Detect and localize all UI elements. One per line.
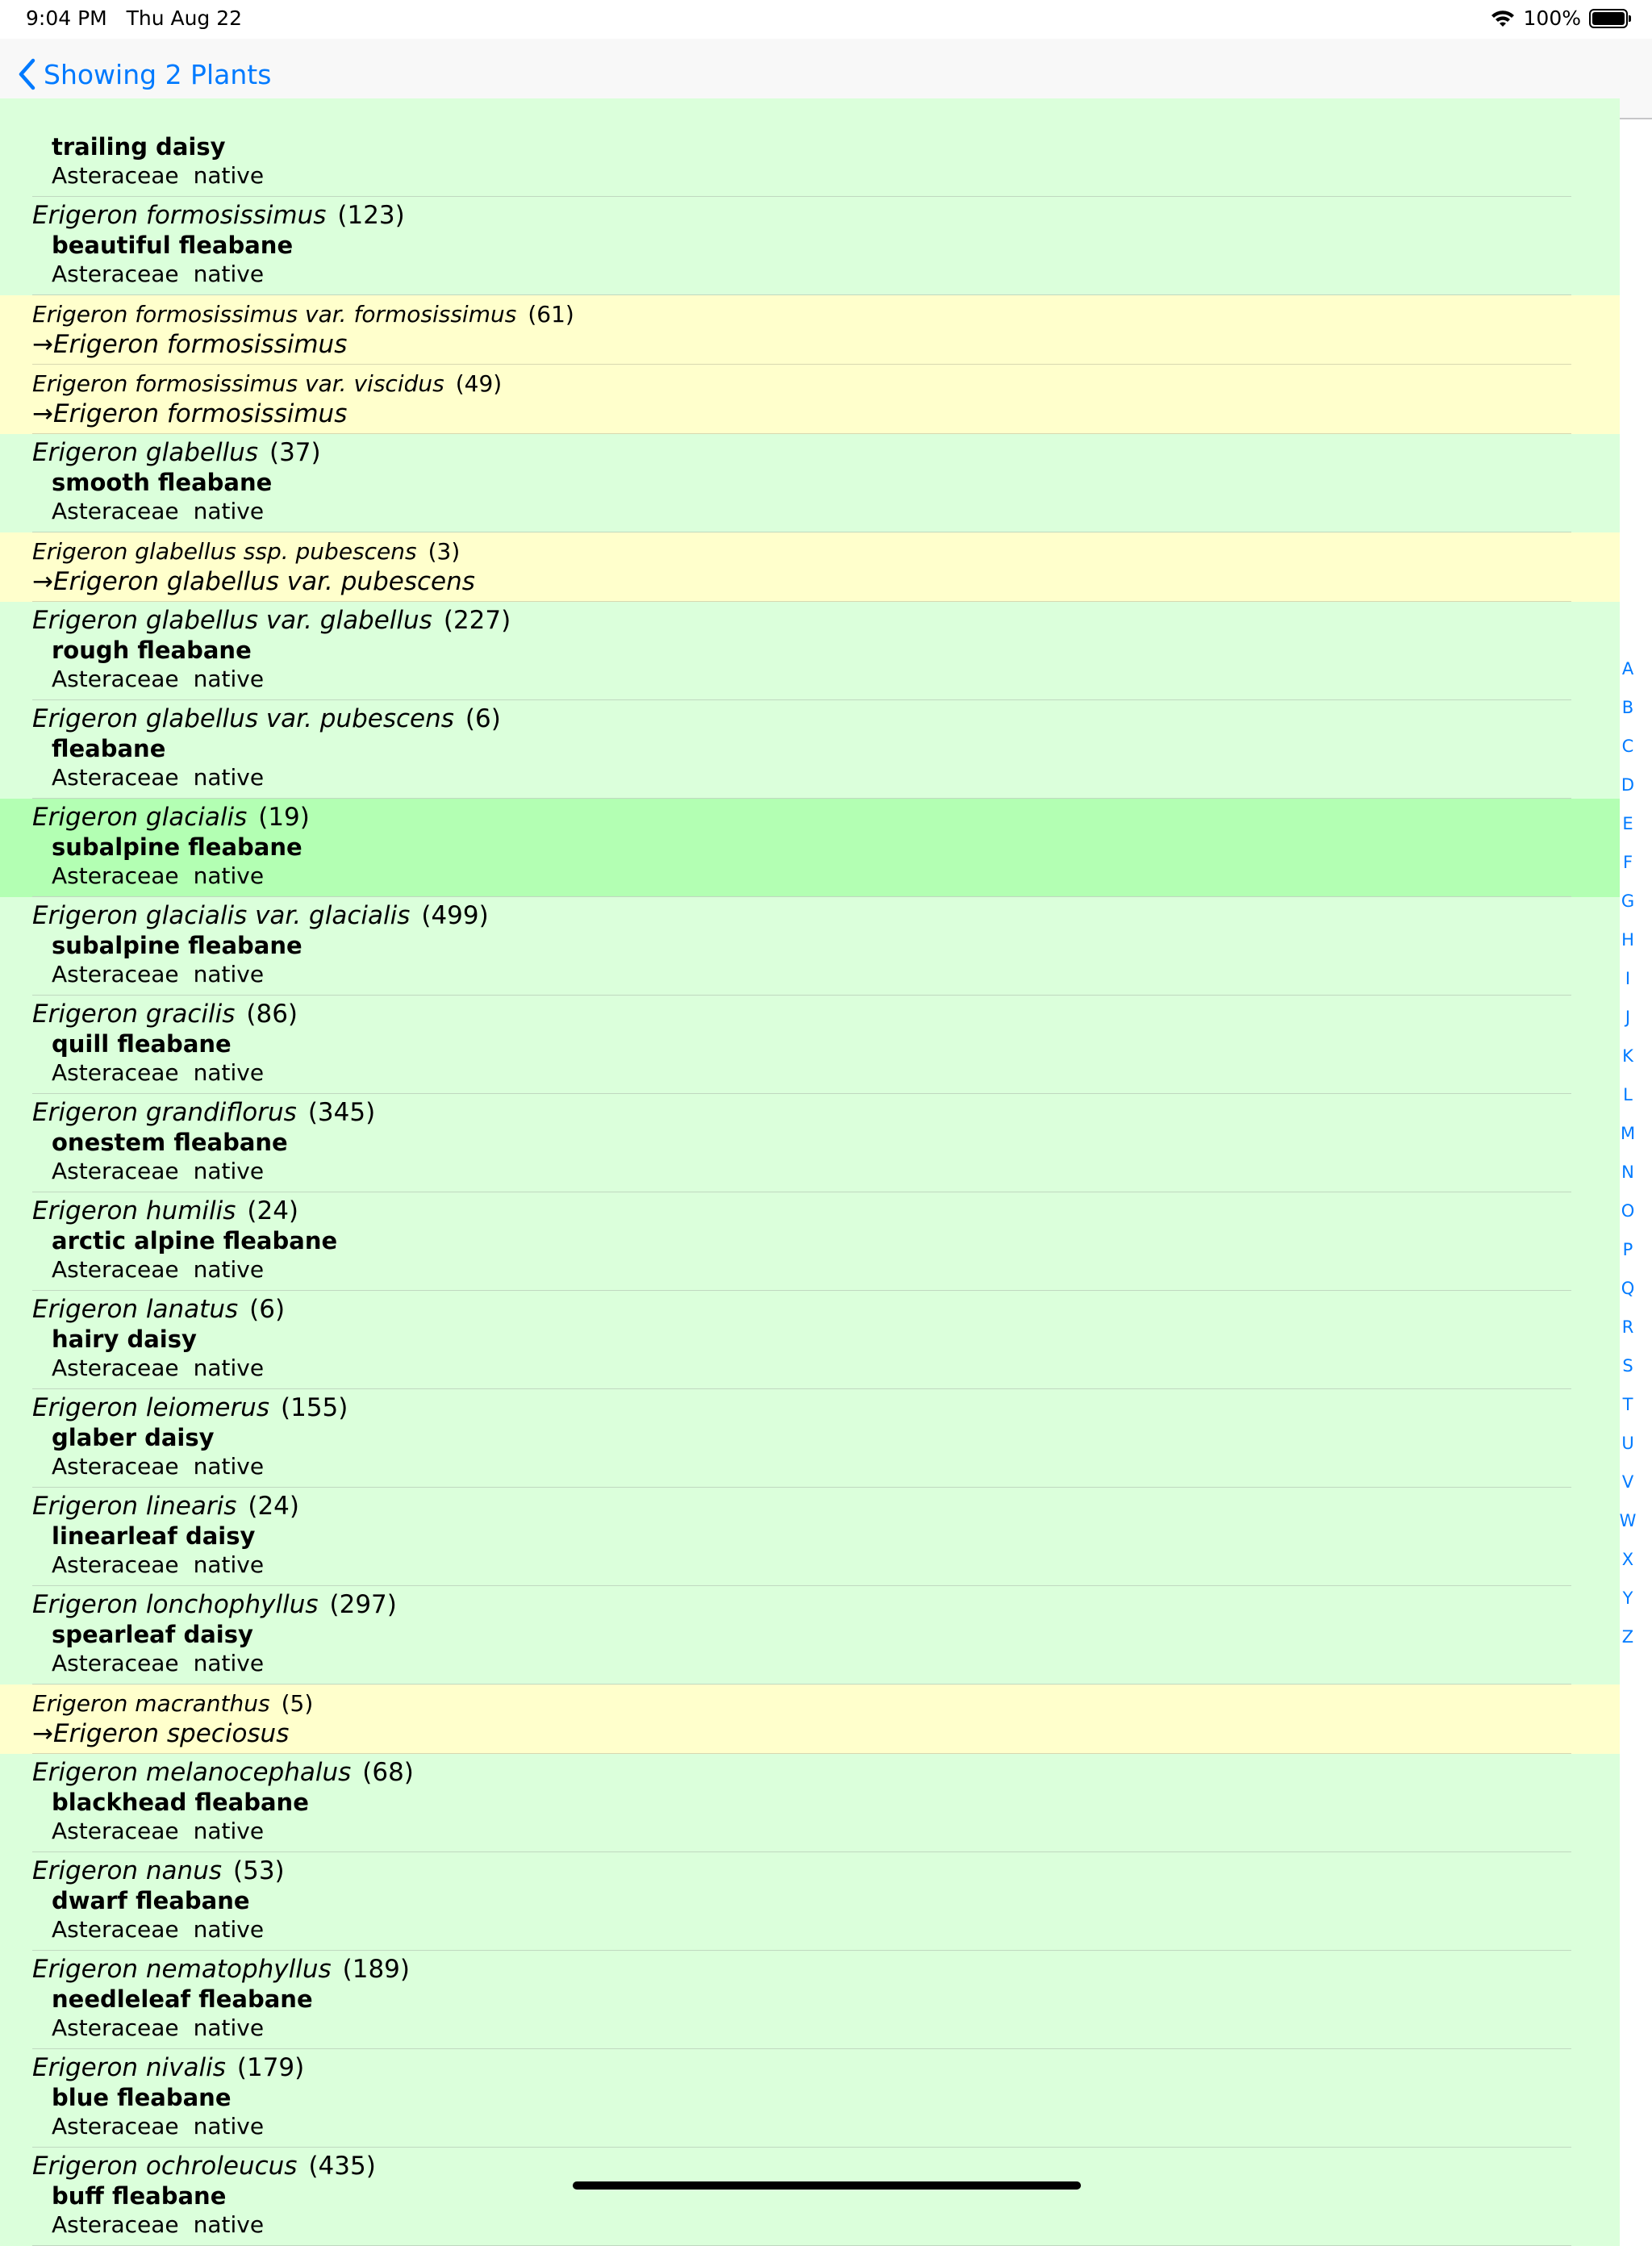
plant-row[interactable] <box>0 1488 1620 1586</box>
family-name: Asteraceae <box>52 1158 179 1184</box>
plant-meta <box>32 1817 1620 1846</box>
native-status: native <box>193 1551 265 1578</box>
native-status: native <box>193 1453 265 1480</box>
index-letter-h[interactable]: H <box>1621 930 1634 950</box>
plant-meta <box>32 1354 1620 1383</box>
scientific-name: Erigeron melanocephalus (68) <box>32 1758 414 1787</box>
plant-meta <box>32 763 1620 792</box>
native-status: native <box>193 2211 265 2238</box>
scientific-name: Erigeron leiomerus (155) <box>32 1393 348 1422</box>
plant-row[interactable] <box>0 996 1620 1094</box>
scientific-name: Erigeron gracilis (86) <box>32 1000 298 1029</box>
family-name: Asteraceae <box>52 1256 179 1283</box>
plant-row[interactable] <box>0 799 1620 897</box>
record-count: (19) <box>258 803 310 832</box>
record-count: (155) <box>281 1393 348 1422</box>
wifi-icon <box>1490 9 1516 28</box>
common-name: blackhead fleabane <box>52 1789 309 1816</box>
family-name: Asteraceae <box>52 1059 179 1086</box>
native-status: native <box>193 961 265 987</box>
family-name: Asteraceae <box>52 1551 179 1578</box>
scientific-name: Erigeron humilis (24) <box>32 1196 299 1225</box>
record-count: (123) <box>337 201 405 230</box>
plant-row[interactable] <box>0 602 1620 700</box>
native-status: native <box>193 1355 265 1381</box>
index-letter-v[interactable]: V <box>1621 1472 1634 1492</box>
native-status: native <box>193 1059 265 1086</box>
index-letter-o[interactable]: O <box>1621 1201 1635 1221</box>
plant-meta <box>32 497 1620 526</box>
scientific-name: Erigeron lanatus (6) <box>32 1295 286 1324</box>
family-name: Asteraceae <box>52 1453 179 1480</box>
native-status: native <box>193 1256 265 1283</box>
plant-meta <box>32 2112 1620 2141</box>
scientific-name: Erigeron formosissimus var. formosissimus (61) <box>32 301 574 328</box>
record-count: (297) <box>329 1590 397 1619</box>
status-time-text: 9:04 PM <box>26 6 107 30</box>
scientific-name: Erigeron glacialis var. glacialis (499) <box>32 901 489 930</box>
common-name: onestem fleabane <box>52 1129 288 1156</box>
record-count: (345) <box>307 1098 376 1127</box>
scientific-name: Erigeron glabellus (37) <box>32 438 321 467</box>
record-count: (53) <box>233 1856 285 1885</box>
plant-meta <box>32 665 1620 694</box>
record-count: (227) <box>443 606 511 635</box>
scientific-name: Erigeron glabellus ssp. pubescens (3) <box>32 538 461 565</box>
synonym-row[interactable] <box>0 365 1620 434</box>
index-letter-x[interactable]: X <box>1621 1550 1634 1569</box>
common-name: spearleaf daisy <box>52 1621 253 1648</box>
back-button[interactable] <box>18 58 271 90</box>
index-letter-j[interactable]: J <box>1625 1008 1631 1027</box>
plant-list[interactable] <box>0 121 1652 2238</box>
index-letter-t[interactable]: T <box>1622 1395 1633 1414</box>
native-status: native <box>193 2113 265 2140</box>
scientific-name <box>32 98 1620 132</box>
synonym-row[interactable] <box>0 532 1620 602</box>
index-letter-w[interactable]: W <box>1619 1511 1637 1530</box>
battery-icon <box>1589 9 1628 28</box>
family-name: Asteraceae <box>52 2113 179 2140</box>
record-count: (49) <box>455 370 503 397</box>
plant-row[interactable] <box>0 1094 1620 1192</box>
plant-row[interactable] <box>0 1291 1620 1389</box>
index-letter-b[interactable]: B <box>1621 698 1634 717</box>
plant-row[interactable] <box>0 434 1620 532</box>
record-count: (61) <box>528 301 574 328</box>
plant-meta <box>32 260 1620 289</box>
plant-row[interactable] <box>0 1192 1620 1291</box>
scientific-name: Erigeron formosissimus var. viscidus (49) <box>32 370 503 397</box>
plant-row[interactable] <box>0 1852 1620 1951</box>
common-name: buff fleabane <box>52 2182 227 2210</box>
synonym-target: →Erigeron speciosus <box>32 1719 290 1748</box>
status-time <box>26 6 242 30</box>
plant-list-content <box>0 98 1620 2246</box>
native-status: native <box>193 2014 265 2041</box>
index-letter-u[interactable]: U <box>1621 1434 1634 1453</box>
scientific-name: Erigeron nematophyllus (189) <box>32 1955 410 1984</box>
family-name: Asteraceae <box>52 498 179 524</box>
plant-meta <box>32 1452 1620 1481</box>
index-letter-i[interactable]: I <box>1625 969 1631 988</box>
scientific-name: Erigeron lonchophyllus (297) <box>32 1590 397 1619</box>
record-count: (24) <box>248 1492 299 1521</box>
record-count: (435) <box>308 2152 376 2181</box>
index-letter-z[interactable]: Z <box>1621 1627 1634 1647</box>
plant-meta <box>32 1915 1620 1944</box>
plant-meta <box>32 2014 1620 2043</box>
scientific-name: Erigeron glabellus var. glabellus (227) <box>32 606 511 635</box>
scientific-name: Erigeron ochroleucus (435) <box>32 2152 376 2181</box>
family-name: Asteraceae <box>52 666 179 692</box>
native-status: native <box>193 1158 265 1184</box>
index-letter-e[interactable]: E <box>1622 814 1633 833</box>
native-status: native <box>193 1818 265 1844</box>
index-letter-p[interactable]: P <box>1622 1240 1633 1259</box>
synonym-target: →Erigeron formosissimus <box>32 330 348 359</box>
scientific-name: Erigeron glabellus var. pubescens (6) <box>32 704 501 733</box>
family-name: Asteraceae <box>52 1355 179 1381</box>
index-letter-f[interactable]: F <box>1622 853 1633 872</box>
synonym-row[interactable] <box>0 1684 1620 1754</box>
common-name: arctic alpine fleabane <box>52 1227 338 1255</box>
plant-row[interactable] <box>0 1389 1620 1488</box>
plant-meta <box>32 1551 1620 1580</box>
status-indicators <box>1490 6 1628 30</box>
plant-row[interactable] <box>0 2049 1620 2148</box>
scientific-name: Erigeron nanus (53) <box>32 1856 285 1885</box>
index-letter-y[interactable]: Y <box>1622 1588 1633 1608</box>
index-letter-a[interactable]: A <box>1621 659 1634 678</box>
record-count: (5) <box>281 1690 314 1717</box>
native-status: native <box>193 261 265 287</box>
native-status: native <box>193 162 265 189</box>
family-name: Asteraceae <box>52 1916 179 1943</box>
plant-row[interactable] <box>0 700 1620 799</box>
plant-meta <box>32 862 1620 891</box>
native-status: native <box>193 1916 265 1943</box>
index-letter-g[interactable]: G <box>1621 891 1635 911</box>
scientific-name: Erigeron formosissimus (123) <box>32 201 405 230</box>
common-name: blue fleabane <box>52 2084 232 2111</box>
record-count: (86) <box>246 1000 298 1029</box>
common-name: beautiful fleabane <box>52 232 294 259</box>
battery-percent: 100% <box>1523 6 1581 30</box>
scientific-name: Erigeron macranthus (5) <box>32 1690 314 1717</box>
back-button-label: Showing 2 Plants <box>44 58 272 90</box>
family-name: Asteraceae <box>52 1650 179 1676</box>
family-name: Asteraceae <box>52 961 179 987</box>
plant-meta <box>32 161 1620 190</box>
family-name: Asteraceae <box>52 261 179 287</box>
plant-meta <box>32 2211 1620 2240</box>
record-count: (189) <box>342 1955 410 1984</box>
synonym-row[interactable] <box>0 295 1620 365</box>
family-name: Asteraceae <box>52 162 179 189</box>
index-letter-q[interactable]: Q <box>1621 1279 1635 1298</box>
common-name: linearleaf daisy <box>52 1522 256 1550</box>
index-letter-k[interactable]: K <box>1622 1046 1633 1066</box>
common-name: glaber daisy <box>52 1424 215 1451</box>
status-bar <box>0 0 1652 39</box>
family-name: Asteraceae <box>52 862 179 889</box>
plant-row[interactable] <box>0 897 1620 996</box>
common-name: needleleaf fleabane <box>52 1985 313 2013</box>
plant-row[interactable] <box>0 1586 1620 1684</box>
scientific-name: Erigeron linearis (24) <box>32 1492 299 1521</box>
record-count: (6) <box>249 1295 286 1324</box>
plant-row[interactable] <box>0 1951 1620 2049</box>
family-name: Asteraceae <box>52 2211 179 2238</box>
native-status: native <box>193 498 265 524</box>
index-letter-c[interactable]: C <box>1621 737 1634 756</box>
status-date: Thu Aug 22 <box>126 6 243 30</box>
common-name: hairy daisy <box>52 1325 197 1353</box>
common-name: subalpine fleabane <box>52 833 302 861</box>
synonym-target: →Erigeron formosissimus <box>32 399 348 428</box>
plant-meta <box>32 1058 1620 1088</box>
record-count: (37) <box>269 438 321 467</box>
index-letter-m[interactable]: M <box>1620 1124 1636 1143</box>
index-letter-l[interactable]: L <box>1623 1085 1633 1104</box>
alphabet-index[interactable] <box>1612 649 1644 1656</box>
native-status: native <box>193 1650 265 1676</box>
scientific-name: Erigeron glacialis (19) <box>32 803 310 832</box>
plant-row[interactable] <box>0 197 1620 295</box>
record-count: (179) <box>236 2053 305 2082</box>
synonym-target: →Erigeron glabellus var. pubescens <box>32 567 475 596</box>
plant-row[interactable] <box>0 98 1620 197</box>
family-name: Asteraceae <box>52 2014 179 2041</box>
plant-meta <box>32 1649 1620 1678</box>
plant-row[interactable] <box>0 1754 1620 1852</box>
common-name: dwarf fleabane <box>52 1887 250 1914</box>
record-count: (499) <box>421 901 489 930</box>
chevron-left-icon <box>18 58 35 90</box>
index-letter-n[interactable]: N <box>1621 1163 1634 1182</box>
scientific-name: Erigeron nivalis (179) <box>32 2053 305 2082</box>
index-letter-r[interactable]: R <box>1621 1317 1634 1337</box>
index-letter-s[interactable]: S <box>1622 1356 1633 1376</box>
plant-row[interactable] <box>0 2148 1620 2246</box>
common-name: smooth fleabane <box>52 469 273 496</box>
record-count: (3) <box>428 538 461 565</box>
plant-meta <box>32 960 1620 989</box>
scientific-name: Erigeron grandiflorus (345) <box>32 1098 376 1127</box>
record-count: (6) <box>465 704 501 733</box>
common-name: fleabane <box>52 735 166 762</box>
native-status: native <box>193 862 265 889</box>
record-count: (68) <box>362 1758 414 1787</box>
plant-meta <box>32 1157 1620 1186</box>
common-name: rough fleabane <box>52 637 252 664</box>
family-name: Asteraceae <box>52 764 179 791</box>
common-name: trailing daisy <box>52 133 226 161</box>
record-count: (24) <box>247 1196 299 1225</box>
index-letter-d[interactable]: D <box>1621 775 1635 795</box>
common-name: subalpine fleabane <box>52 932 302 959</box>
plant-meta <box>32 1255 1620 1284</box>
native-status: native <box>193 764 265 791</box>
home-indicator <box>573 2181 1081 2190</box>
common-name: quill fleabane <box>52 1030 232 1058</box>
native-status: native <box>193 666 265 692</box>
family-name: Asteraceae <box>52 1818 179 1844</box>
